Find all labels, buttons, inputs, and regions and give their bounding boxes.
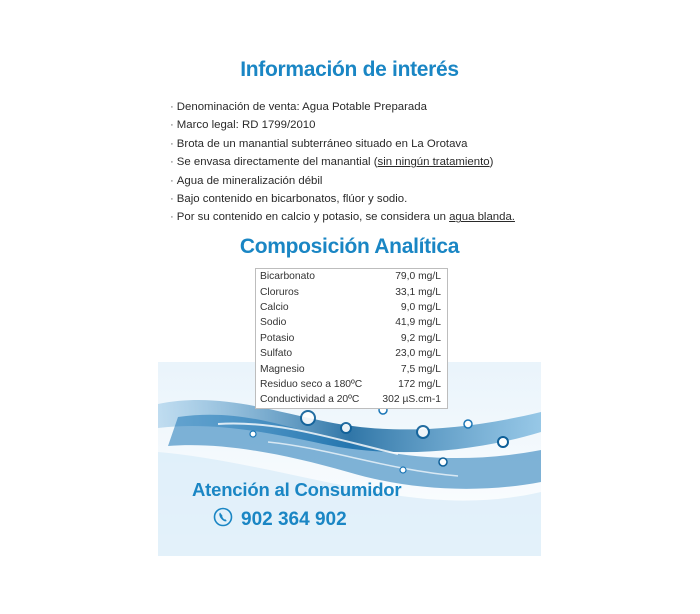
phone-row bbox=[213, 507, 347, 532]
info-title: Información de interés bbox=[240, 58, 459, 81]
phone-number: 902 364 902 bbox=[241, 508, 347, 530]
underlined-text: agua blanda. bbox=[449, 211, 515, 224]
info-item: · Denominación de venta: Agua Potable Preparada bbox=[170, 101, 427, 113]
component-value: 41,9 mg/L bbox=[395, 317, 441, 329]
component-name: Potasio bbox=[260, 332, 295, 344]
bullet: · bbox=[170, 193, 174, 206]
bullet: · bbox=[170, 119, 174, 132]
info-item: · Brota de un manantial subterráneo situado en La Orotava bbox=[170, 137, 468, 150]
component-value: 172 mg/L bbox=[398, 378, 441, 390]
info-item: · Por su contenido en calcio y potasio, se considera un agua blanda. bbox=[170, 211, 515, 224]
component-name: Magnesio bbox=[260, 363, 305, 375]
component-value: 9,2 mg/L bbox=[400, 332, 441, 344]
component-value: 79,0 mg/L bbox=[395, 271, 441, 283]
underlined-text: sin ningún tratamiento bbox=[377, 156, 490, 169]
info-list bbox=[170, 98, 515, 227]
component-value: 23,0 mg/L bbox=[395, 348, 441, 360]
bullet: · bbox=[170, 137, 174, 150]
component-name: Cloruros bbox=[260, 286, 299, 298]
component-value: 33,1 mg/L bbox=[395, 286, 441, 298]
composition-table bbox=[255, 268, 448, 409]
bullet: · bbox=[170, 156, 174, 169]
bullet: · bbox=[170, 211, 174, 224]
component-name: Sulfato bbox=[260, 348, 293, 360]
component-value: 302 µS.cm-1 bbox=[382, 394, 441, 406]
info-sheet bbox=[158, 42, 541, 556]
component-name: Calcio bbox=[260, 301, 289, 313]
component-name: Bicarbonato bbox=[260, 271, 315, 283]
table-row bbox=[256, 392, 448, 408]
component-name: Sodio bbox=[260, 317, 287, 329]
component-value: 9,0 mg/L bbox=[400, 301, 441, 313]
bullet: · bbox=[170, 101, 174, 113]
table-row bbox=[256, 300, 448, 315]
phone-icon bbox=[213, 507, 233, 532]
component-name: Residuo seco a 180ºC bbox=[260, 378, 363, 390]
table-row bbox=[256, 315, 448, 330]
component-name: Conductividad a 20ºC bbox=[260, 394, 360, 406]
table-row bbox=[256, 377, 448, 392]
table-row bbox=[256, 284, 448, 299]
info-item: · Agua de mineralización débil bbox=[170, 174, 323, 187]
info-item: · Marco legal: RD 1799/2010 bbox=[170, 119, 316, 132]
info-item: · Se envasa directamente del manantial (sin ningún tratamiento) bbox=[170, 156, 494, 169]
composition-title: Composición Analítica bbox=[239, 235, 460, 258]
table-row bbox=[256, 346, 448, 361]
info-item: · Bajo contenido en bicarbonatos, flúor y sodio. bbox=[170, 193, 408, 206]
bullet: · bbox=[170, 174, 174, 187]
table-row bbox=[256, 269, 448, 285]
table-row bbox=[256, 331, 448, 346]
consumer-service-title: Atención al Consumidor bbox=[192, 479, 402, 500]
table-row bbox=[256, 361, 448, 376]
component-value: 7,5 mg/L bbox=[400, 363, 441, 375]
